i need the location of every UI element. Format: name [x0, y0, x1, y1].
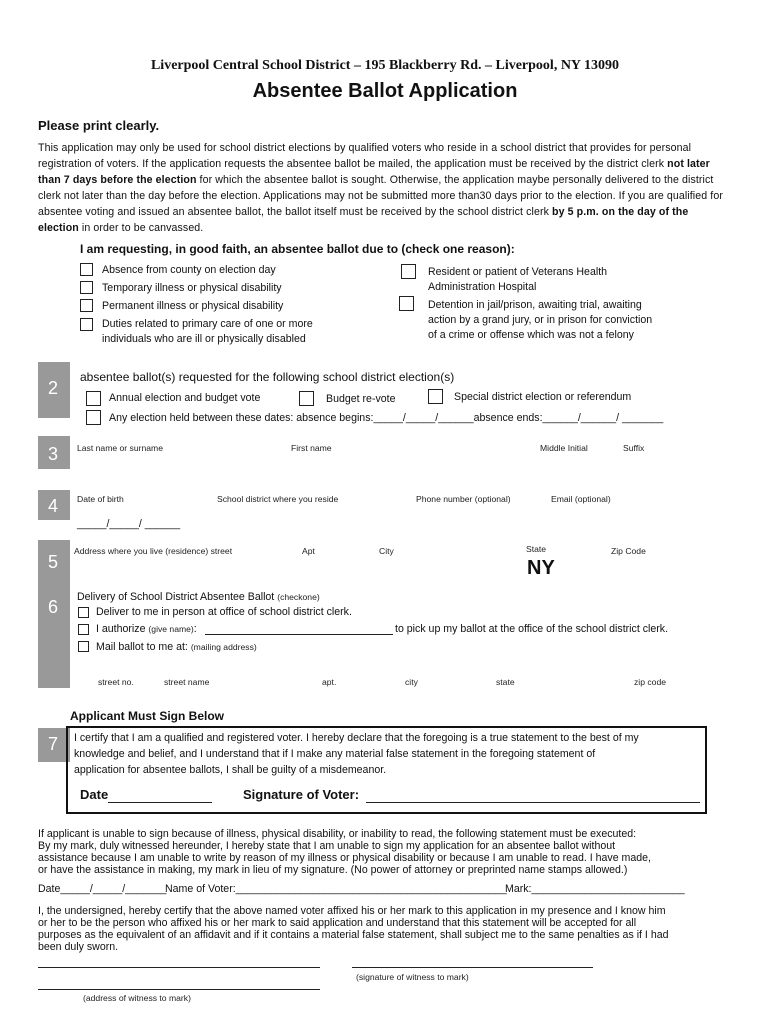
section-number: 5 — [47, 552, 58, 572]
reason-label: Administration Hospital — [428, 281, 537, 293]
section-number: 7 — [47, 734, 58, 754]
reason-checkbox-detention[interactable] — [399, 296, 414, 311]
dob-label: Date of birth — [77, 494, 124, 504]
reason-label: Permanent illness or physical disability — [102, 300, 284, 312]
mark-statement: or have the assistance in making, my mark in lieu of my signature. (No power of attorney or preprinted name stamps allowed.) — [38, 864, 628, 876]
delivery-checkbox-authorize[interactable] — [78, 624, 89, 635]
phone-label: Phone number (optional) — [416, 494, 511, 504]
mark-instruction: If applicant is unable to sign because of illness, physical disability, or inability to read, the following statement must be executed: — [38, 828, 637, 840]
election-checkbox-dates[interactable] — [86, 410, 101, 425]
certification-line: application for absentee ballots, I shall be guilty of a misdemeanor. — [74, 764, 387, 776]
district-header: Liverpool Central School District – 195 Blackberry Rd. – Liverpool, NY 13090 — [150, 58, 620, 73]
reason-label: individuals who are ill or physically disabled — [102, 333, 306, 345]
election-label: Special district election or referendum — [454, 391, 632, 403]
mail-state-label: state — [496, 677, 515, 687]
reason-label: Resident or patient of Veterans Health — [428, 266, 608, 278]
witness-statement: been duly sworn. — [38, 941, 119, 953]
witness-signature-line-left[interactable] — [38, 967, 320, 968]
delivery-label: I authorize (give name): — [96, 623, 197, 635]
intro-paragraph: This application may only be used for school district elections by qualified voters who reside in a school district that provides for personal registration of voters. If the application requests the absentee ballot be mailed, the application must be received by the district clerk not later than 7 days before the election for which the absentee ballot is sought. Otherwise, the application maybe personally delivered to the district clerk not later than the day before the election. Applications may not be submitted more than30 days prior to the election. If you are qualified for absentee voting and issued an absentee ballot, the ballot itself must be received by the school district clerk by 5 p.m. on the day of the election in order to be canvassed. — [38, 142, 723, 234]
state-value: NY — [527, 557, 555, 579]
election-label: Annual election and budget vote — [109, 392, 261, 404]
election-label: Budget re-vote — [326, 393, 396, 405]
delivery-label: to pick up my ballot at the office of the school district clerk. — [395, 623, 669, 635]
date-label: Date — [80, 787, 109, 802]
election-checkbox-revote[interactable] — [299, 391, 314, 406]
delivery-heading: Delivery of School District Absentee Ballot (checkone) — [77, 591, 320, 603]
reason-label: of a crime or offense which was not a felony — [428, 329, 634, 341]
mail-city-label: city — [405, 677, 418, 687]
witness-statement: purposes as the equivalent of an affidavit and if it contains a material false statement, shall subject me to the same penalties as if I had — [38, 929, 669, 941]
signature-label: Signature of Voter: — [243, 787, 360, 802]
mark-statement: assistance because I am unable to write by reason of my illness or physical disability or because I am unable to read. I have made, — [38, 852, 651, 864]
reason-label: action by a grand jury, or in prison for conviction — [428, 314, 653, 326]
sign-heading: Applicant Must Sign Below — [70, 709, 225, 723]
last-name-label: Last name or surname — [77, 443, 163, 453]
state-label: State — [526, 544, 547, 554]
election-heading: absentee ballot(s) requested for the following school district election(s) — [80, 370, 455, 384]
zip-label: Zip Code — [611, 546, 646, 556]
delivery-label: Mail ballot to me at: (mailing address) — [96, 641, 257, 653]
street-no-label: street no. — [98, 677, 134, 687]
suffix-label: Suffix — [623, 443, 645, 453]
witness-statement: or her to be the person who affixed his or her mark to said application and understand that this statement will be accepted for all — [38, 917, 637, 929]
election-checkbox-annual[interactable] — [86, 391, 101, 406]
street-name-label: street name — [164, 677, 210, 687]
print-instruction: Please print clearly. — [38, 118, 160, 133]
address-label: Address where you live (residence) street — [74, 546, 233, 556]
section-number: 4 — [47, 496, 58, 516]
voter-name-line[interactable]: Name of Voter:______________________________________________ — [165, 883, 507, 895]
section-number: 6 — [47, 597, 58, 617]
mail-apt-label: apt. — [322, 677, 337, 687]
apt-label: Apt — [302, 546, 315, 556]
witness-statement: I, the undersigned, hereby certify that the above named voter affixed his or her mark to this application in my presence and I know him — [38, 905, 666, 917]
witness-address-label: (address of witness to mark) — [83, 993, 191, 1003]
witness-address-line[interactable] — [38, 989, 320, 990]
mark-statement: By my mark, duly witnessed hereunder, I hereby state that I am unable to sign my application for an absentee ballot without — [38, 840, 616, 852]
authorized-name-line[interactable] — [205, 634, 393, 635]
mark-date-line[interactable]: Date_____/_____/_______ — [38, 883, 167, 895]
certification-line: knowledge and belief, and I understand that if I make any material false statement in the foregoing statement of — [74, 748, 596, 760]
reason-checkbox-permanent[interactable] — [80, 299, 93, 312]
reason-checkbox-temporary[interactable] — [80, 281, 93, 294]
delivery-label: Deliver to me in person at office of school district clerk. — [96, 606, 352, 618]
delivery-checkbox-in-person[interactable] — [78, 607, 89, 618]
reason-label: Temporary illness or physical disability — [102, 282, 282, 294]
section-number: 2 — [47, 378, 58, 398]
dob-blank[interactable]: _____/_____/ ______ — [77, 518, 181, 530]
reason-checkbox-absence[interactable] — [80, 263, 93, 276]
mark-line[interactable]: Mark:__________________________ — [505, 883, 685, 895]
certification-line: I certify that I am a qualified and registered voter. I hereby declare that the foregoing is a true statement to the best of my — [74, 732, 639, 744]
delivery-checkbox-mail[interactable] — [78, 641, 89, 652]
email-label: Email (optional) — [551, 494, 611, 504]
middle-initial-label: Middle Initial — [540, 443, 588, 453]
reason-label: Absence from county on election day — [102, 264, 276, 276]
signature-line[interactable] — [366, 802, 700, 803]
reason-checkbox-veterans[interactable] — [401, 264, 416, 279]
mail-zip-label: zip code — [634, 677, 667, 687]
reason-checkbox-primary-care[interactable] — [80, 318, 93, 331]
witness-signature-label: (signature of witness to mark) — [356, 972, 469, 982]
election-checkbox-special[interactable] — [428, 389, 443, 404]
first-name-label: First name — [291, 443, 332, 453]
reason-label: Duties related to primary care of one or more — [102, 318, 313, 330]
date-line[interactable] — [108, 802, 212, 803]
reason-heading: I am requesting, in good faith, an absentee ballot due to (check one reason): — [80, 242, 515, 256]
election-label: Any election held between these dates: absence begins:_____/_____/______absence ends:______/______/ _______ — [109, 412, 664, 424]
witness-signature-line[interactable] — [352, 967, 593, 968]
city-label: City — [379, 546, 394, 556]
reason-label: Detention in jail/prison, awaiting trial, awaiting — [428, 299, 642, 311]
section-number: 3 — [47, 444, 58, 464]
page-title: Absentee Ballot Application — [252, 80, 518, 102]
district-label: School district where you reside — [217, 494, 339, 504]
